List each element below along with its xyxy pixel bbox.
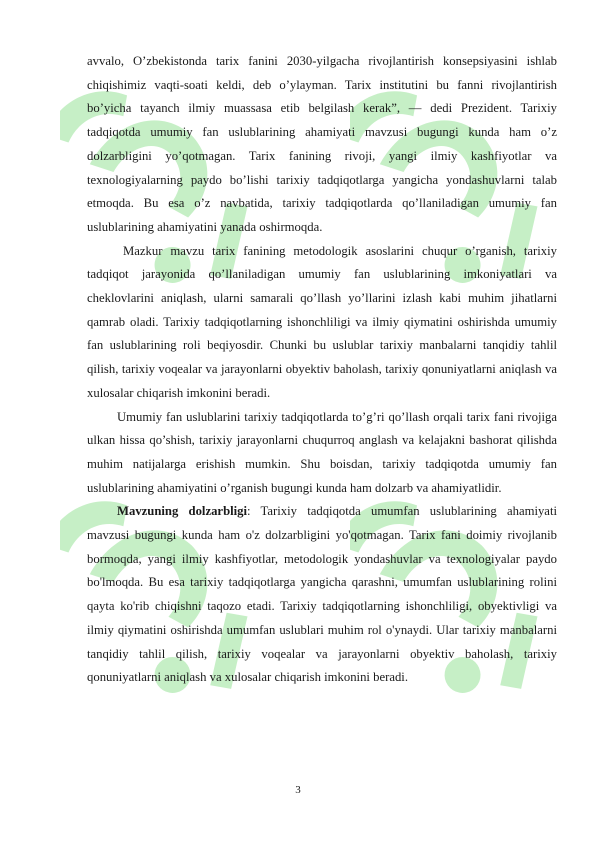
relevance-heading: Mavzuning dolzarbligi [117, 504, 248, 519]
paragraph-methodology: Mazkur mavzu tarix fanining metodologik asoslarini chuqur o’rganish, tarixiy tadqiqot jarayonida qo’llaniladigan umumiy fan uslublarining imkoniyatlari va cheklovlarini aniqlash, ularni samarali qo’llash yo’llarini izlash kabi muhim jihatlarni qamrab oladi. Tarixiy tadqiqotlarning ishonchliligi va ilmiy qiymatini oshirishda umumiy fan uslublarining roli beqiyosdir. Chunki bu uslublar tarixiy manbalarni tanqidiy tahlil qilish, tarixiy voqealar va jarayonlarni obyektiv baholash, tarixiy qonuniyatlarni aniqlash va xulosalar chiqarish imkonini beradi. [87, 243, 557, 400]
document-body [87, 50, 557, 690]
paragraph-relevance [87, 500, 557, 690]
page-number: 3 [295, 784, 301, 796]
paragraph-contribution: Umumiy fan uslublarini tarixiy tadqiqotlarda to’g’ri qo’llash orqali tarix fani rivojiga ulkan hissa qo’shish, tarixiy jarayonlarni chuqurroq anglash va kelajakni bashorat qilishda muhim natijalarga erishish mumkin. Shu boisdan, tarixiy tadqiqotda umumiy fan uslublarining ahamiyatini o’rganish bugungi kunda ham dolzarb va ahamiyatlidir. [87, 409, 557, 495]
paragraph-intro: avvalo, O’zbekistonda tarix fanini 2030-yilgacha rivojlantirish konsepsiyasini ishlab chiqishimiz vaqti-soati keldi, deb o’ylayman. Tarix institutini bu fanni rivojlantirish bo’yicha tayanch ilmiy muassasa etib belgilash kerak”, — dedi Prezident. Tarixiy tadqiqotda umumiy fan uslublarining ahamiyati mavzusi bugungi kunda ham o’z dolzarbligini yo’qotmagan. Tarix fanining rivoji, yangi ilmiy kashfiyotlar va texnologiyalarning paydo bo’lishi tarixiy tadqiqotlarga yangicha yondashuvlarni talab etmoqda. Bu esa o’z navbatida, tarixiy tadqiqotlarda qo’llaniladigan umumiy fan uslublarining ahamiyatini yanada oshirmoqda. [87, 54, 557, 234]
relevance-body: : Tarixiy tadqiqotda umumfan uslublarining ahamiyati mavzusi bugungi kunda ham o'z dolzarbligini yo'qotmagan. Tarix fani doimiy rivojlanib bormoqda, yangi ilmiy kashfiyotlar, metodologik yondashuvlar va texnologiyalar paydo bo'lmoqda. Bu esa tarixiy tadqiqotlarga yangicha qarashni, umumfan uslublarining rolini qayta ko'rib chiqishni taqozo etadi. Tarixiy tadqiqotlarning ishonchliligi, obyektivligi va ilmiy qiymatini oshirishda umumfan uslublari muhim rol o'ynaydi. Ular tarixiy manbalarni tanqidiy tahlil qilish, tarixiy voqealar va jarayonlarni obyektiv baholash, tarixiy qonuniyatlarni aniqlash va xulosalar chiqarish imkonini beradi. [87, 504, 557, 685]
